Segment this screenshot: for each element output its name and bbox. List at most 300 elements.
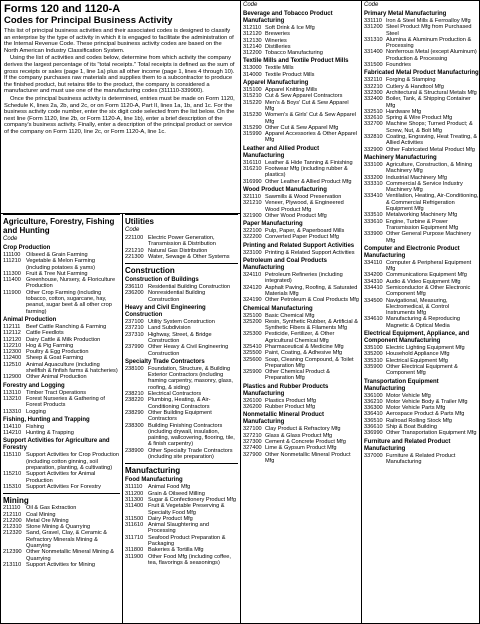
activity-description: Glass & Glass Product Mfg [265,432,333,439]
activity-code: 212200 [3,517,22,524]
activity-code: 331500 [364,62,383,69]
activity-description: Ventilation, Heating, Air-Conditioning, & Commercial Refrigeration Equipment Mfg [386,193,479,213]
activity-description: Coating, Engraving, Heat Treating, & Allied Activities [386,134,478,147]
activity-description: Resin, Synthetic Rubber, & Artificial & Synthetic Fibers & Filaments Mfg [265,318,358,332]
activity-code: 238290 [125,409,144,416]
activity-code: 321900 [243,212,262,219]
activity-code: 334410 [364,284,383,291]
activity-description: Land Subdivision [148,325,191,332]
activity-code: 211110 [3,505,21,512]
activity-description: Electrical Equipment Mfg [386,357,448,364]
activity-code: 114210 [3,430,22,437]
activity-code: 325500 [243,350,262,357]
activity-description: Men's & Boys' Cut & Sew Apparel Mfg [265,99,349,112]
activity-code: 325900 [243,369,262,376]
activity-description: Motor Vehicle Body & Trailer Mfg [386,398,468,405]
activity-description: Sawmills & Wood Preservation [265,193,342,200]
activity-code: 238900 [125,447,144,454]
code-row [364,231,479,244]
code-row [364,298,479,317]
activity-code: 115210 [3,471,22,478]
activity-description: Manufacturing & Reproducing Magnetic & Optical Media [386,316,461,329]
column-manufacturing-b [361,1,480,623]
code-row [3,452,120,471]
activity-description: Women's & Girls' Cut & Sew Apparel Mfg [265,112,356,125]
code-row [3,374,120,380]
code-row [364,316,479,329]
code-row [125,332,238,345]
activity-code: 213110 [3,561,22,568]
activity-description: Breweries [265,31,290,38]
activity-description: Highway, Street, & Bridge Construction [148,331,212,344]
activity-code: 311300 [125,496,144,503]
subsector-heading: Forestry and Logging [3,382,65,389]
activity-code: 335100 [364,345,383,352]
activity-code: 332300 [364,89,383,96]
activity-description: Audio & Video Equipment Mfg [386,278,461,285]
activity-description: Steel Product Mfg from Purchased Steel [386,24,472,37]
activity-code: 315210 [243,93,262,100]
activity-code: 237100 [125,319,144,326]
activity-code: 311500 [125,515,144,522]
form-title: Forms 120 and 1120-A [4,3,121,15]
activity-description: Beef Cattle Ranching & Farming [26,323,107,330]
activity-code: 111300 [3,270,21,277]
subsector-heading: Specialty Trade Contractors [125,358,205,365]
subsector-heading: Nonmetallic Mineral Product Manufacturing [243,412,325,426]
activity-description: Bakeries & Tortilla Mfg [148,547,204,554]
activity-description: Logging [26,408,46,415]
code-row [3,396,120,409]
activity-code: 325410 [243,343,262,350]
activity-description: Other Heavy & Civil Engineering Construction [148,344,229,357]
activity-description: Other Fabricated Metal Product Mfg [386,146,475,153]
activity-code: 221210 [125,247,144,254]
activity-description: Clay Product & Refractory Mfg [265,426,341,433]
activity-code: 331310 [364,36,383,43]
activity-description: Cut & Sew Apparel Contractors [265,93,343,100]
activity-code: 335200 [364,351,383,358]
activity-code: 315990 [243,131,262,138]
activity-code: 325300 [243,331,262,338]
activity-code: 332210 [364,83,383,90]
code-row [364,96,479,109]
activity-code: 316110 [243,159,262,166]
activity-description: Furniture & Related Product Manufacturing [386,452,456,465]
activity-description: Rubber Product Mfg [265,404,316,411]
activity-code: 112111 [3,323,21,330]
code-row [3,530,120,549]
code-row [125,423,238,448]
activity-code: 113110 [3,389,21,396]
activity-code: 212310 [3,524,22,531]
activity-code: 112510 [3,361,22,368]
activity-code: 237990 [125,344,144,351]
activity-description: Computer & Peripheral Equipment Mfg [386,259,472,273]
activity-description: Electric Power Generation, Transmission & Distribution [148,235,216,248]
activity-code: 334200 [364,272,383,279]
activity-description: Support Activities For Forestry [26,483,101,490]
code-row [243,112,359,125]
activity-description: Timber Tract Operations [26,389,87,396]
activity-code: 312130 [243,37,262,44]
subsector-heading: Textile Mills and Textile Product Mills [243,58,349,65]
activity-description: Soap, Cleaning Compound, & Toilet Preparation Mfg [265,356,354,369]
sector-title: Utilities [125,214,238,226]
activity-code: 315100 [243,87,262,94]
activity-description: Lime & Gypsum Product Mfg [265,445,337,452]
activity-code: 111900 [3,289,21,296]
code-row [125,535,238,548]
activity-description: Fruit & Vegetable Preserving & Specialty Food Mfg [148,503,225,516]
code-row [125,554,238,567]
activity-description: Soft Drink & Ice Mfg [265,25,315,31]
activity-description: Natural Gas Distribution [148,247,208,254]
subsector-heading: Animal Production [3,316,57,323]
activity-code: 333510 [364,212,383,219]
activity-description: Railroad Rolling Stock Mfg [386,417,452,424]
activity-code: 316990 [243,178,262,185]
subsector-heading: Petroleum and Coal Products Manufacturing [243,258,328,272]
activity-code: 334610 [364,316,383,323]
activity-description: Cattle Feedlots [26,330,64,337]
activity-description: Pesticide, Fertilizer, & Other Agricultural Chemical Mfg [265,331,335,344]
code-row [3,362,120,375]
subsector-heading: Machinery Manufacturing [364,154,437,161]
activity-description: Vegetable & Melon Farming (including potatoes & yams) [26,258,96,271]
activity-code: 236110 [125,284,144,291]
activity-code: 115310 [3,483,22,490]
subsector-heading: Food Manufacturing [125,477,183,484]
activity-description: Animal Food Mfg [148,484,191,491]
activity-description: Plumbing, Heating, & Air-Conditioning Contractors [148,397,211,410]
activity-code: 333610 [364,218,383,225]
activity-description: Coal Mining [26,511,56,518]
activity-description: Forest Nurseries & Gathering of Forest Products [26,395,105,409]
code-row [243,200,359,213]
activity-description: Other Nonmetallic Mineral Product Mfg [265,451,351,464]
code-row [3,277,120,290]
column-utilities-construction [122,213,240,623]
activity-description: Other Leather & Allied Product Mfg [265,178,352,185]
activity-description: Other Nonmetallic Mineral Mining & Quarrying [26,549,114,562]
activity-code: 336510 [364,417,383,424]
activity-description: Cement & Concrete Product Mfg [265,438,346,445]
activity-description: Poultry & Egg Production [26,349,89,356]
code-row [243,50,359,56]
activity-description: Utility System Construction [148,319,215,326]
activity-code: 115110 [3,452,21,459]
activity-code: 336610 [364,424,383,431]
activity-description: Other Cut & Sew Apparel Mfg [265,124,339,131]
activity-description: Forging & Stamping [386,77,436,84]
activity-code: 236200 [125,290,144,297]
intro-paragraph: Using the list of activities and codes below, determine from which activity the company derives the largest percentage of its "total receipts." Total receipts is defined as the sum of gross receipts or sales (page 1, line 1a) plus all other income (page 1, lines 4 through 10). If the company purchases raw materials and supplies them to a subcontractor to produce the finished product, but retains title to the product, the company is considered a manufacturer and must use one of the manufacturing codes (311110-339900). [4,55,235,95]
activity-code: 332810 [364,134,383,141]
activity-code: 334310 [364,278,383,285]
activity-description: Engine, Turbine & Power Transmission Equipment Mfg [386,218,459,231]
activity-code: 333200 [364,174,383,181]
code-row [125,397,238,410]
activity-description: Support Activities for Crop Production (including cotton ginning, soil preparation, planting, & cultivating) [26,452,119,472]
activity-description: Electrical Contractors [148,391,202,398]
activity-description: Support Activities for Animal Production [26,471,96,484]
sector-title: Mining [3,493,120,505]
subsector-heading: Apparel Manufacturing [243,80,309,87]
activity-description: Foundries [386,62,411,69]
activity-code: 336300 [364,405,383,412]
activity-code: 311610 [125,522,144,529]
activity-code: 314000 [243,71,262,78]
code-row [243,285,359,298]
activity-description: Hardware Mfg [386,108,422,115]
activity-code: 336210 [364,398,383,405]
activity-description: Distilleries [265,43,291,50]
activity-code: 334110 [364,259,383,266]
code-row [364,364,479,377]
code-column-heading: Code [125,227,140,233]
sector-title: Manufacturing [125,463,238,475]
activity-description: Fishing [26,423,45,430]
activity-code: 111100 [3,252,21,258]
activity-code: 336100 [364,392,383,399]
code-row [364,147,479,153]
code-row [243,72,359,78]
code-row [364,285,479,298]
code-row [364,181,479,194]
activity-code: 322100 [243,228,262,235]
activity-code: 221300 [125,253,144,260]
activity-description: Wineries [265,37,287,44]
activity-description: Greenhouse, Nursery, & Floriculture Production [26,277,116,290]
activity-code: 312110 [243,25,262,31]
activity-code: 315220 [243,99,262,106]
activity-code: 112210 [3,342,22,349]
activity-code: 333410 [364,193,383,200]
subsector-heading: Support Activities for Agriculture and Forestry [3,438,110,452]
activity-code: 324110 [243,272,262,279]
activity-description: Basic Chemical Mfg [265,312,315,319]
activity-code: 332700 [364,121,383,128]
code-row [243,250,359,256]
code-row [125,290,238,303]
column-agriculture [1,213,122,623]
activity-code: 316210 [243,166,262,173]
subsector-heading: Leather and Allied Product Manufacturing [243,145,320,159]
activity-description: Sheep & Goat Farming [26,355,84,362]
activity-description: Dairy Cattle & Milk Production [26,336,101,343]
activity-description: Cutlery & Handtool Mfg [386,83,444,90]
activity-code: 325100 [243,312,262,319]
code-row [364,453,479,466]
activity-code: 325200 [243,318,262,325]
activity-code: 335900 [364,363,383,370]
code-row [3,484,120,490]
activity-code: 322200 [243,234,262,241]
activity-description: Boiler, Tank, & Shipping Container Mfg [386,96,471,109]
activity-description: Support Activities for Mining [26,561,96,568]
activity-description: Apparel Accessories & Other Apparel Mfg [265,131,358,144]
code-row [243,331,359,344]
activity-description: Commercial & Service Industry Machinery Mfg [386,180,463,194]
code-row [364,49,479,62]
activity-code: 312120 [243,31,262,38]
subsector-heading: Furniture and Related Product Manufacturing [364,438,451,452]
code-row [243,357,359,370]
subsector-heading: Printing and Related Support Activities [243,242,355,249]
code-row [125,235,238,248]
activity-code: 327300 [243,438,262,445]
activity-code: 336410 [364,411,383,418]
activity-description: Paint, Coating, & Adhesive Mfg [265,350,343,357]
code-row [364,162,479,175]
activity-code: 324190 [243,297,262,304]
activity-description: Industrial Machinery Mfg [386,174,447,181]
subsector-heading: Plastics and Rubber Products Manufacturing [243,383,329,397]
activity-description: Printing & Related Support Activities [265,249,355,256]
activity-description: Architectural & Structural Metals Mfg [386,89,477,96]
activity-description: Converted Paper Product Mfg [265,234,339,241]
activity-code: 315230 [243,112,262,119]
activity-code: 327210 [243,432,262,439]
activity-code: 326100 [243,397,262,404]
code-row [3,409,120,415]
activity-code: 327100 [243,426,262,433]
activity-code: 311710 [125,534,144,541]
code-row [364,62,479,68]
activity-description: Building Finishing Contractors (including drywall, insulation, painting, wallcovering, flooring, tile, & finish carpentry) [148,422,235,448]
activity-code: 311800 [125,547,144,554]
code-row [125,366,238,391]
activity-code: 311200 [125,490,144,497]
activity-description: Metal Ore Mining [26,517,69,524]
activity-code: 321110 [243,193,261,200]
subsector-heading: Beverage and Tobacco Product Manufacturing [243,11,333,24]
activity-description: Other Petroleum & Coal Products Mfg [265,297,359,304]
activity-code: 311900 [125,553,144,560]
activity-code: 326200 [243,404,262,411]
activity-description: Other General Purpose Machinery Mfg [386,231,472,244]
code-row [125,254,238,260]
subsector-heading: Paper Manufacturing [243,221,303,228]
code-row [125,503,238,516]
activity-code: 331400 [364,49,383,56]
code-row [3,562,120,568]
activity-description: Nonresidential Building Construction [148,290,206,303]
activity-description: Navigational, Measuring, Electromedical, & Control Instruments Mfg [386,297,450,317]
activity-description: Residential Building Construction [148,284,231,291]
activity-code: 112400 [3,355,22,362]
code-row [125,522,238,535]
activity-description: Other Chemical Product & Preparation Mfg [265,369,330,382]
activity-code: 237210 [125,325,144,332]
activity-description: Fruit & Tree Nut Farming [26,270,88,277]
activity-code: 113210 [3,395,22,402]
activity-description: Seafood Product Preparation & Packaging [148,534,226,547]
code-row [243,319,359,332]
activity-code: 212320 [3,530,22,537]
activity-code: 334500 [364,297,383,304]
activity-description: Stone Mining & Quarrying [26,524,91,531]
code-row [125,344,238,357]
activity-code: 238300 [125,422,144,429]
form-subtitle: Codes for Principal Business Activity [4,15,173,26]
subsector-heading: Heavy and Civil Engineering Construction [125,305,206,319]
activity-code: 114110 [3,423,21,430]
code-row [3,258,120,271]
code-row [364,219,479,232]
activity-description: Pulp, Paper, & Paperboard Mills [265,228,345,235]
activity-description: Other Wood Product Mfg [265,212,327,219]
activity-description: Communications Equipment Mfg [386,272,467,279]
activity-code: 112120 [3,336,22,343]
activity-code: 335310 [364,357,383,364]
activity-code: 237310 [125,331,144,338]
code-column-heading: Code [3,236,18,242]
subsector-heading: Wood Product Manufacturing [243,186,327,193]
activity-code: 112300 [3,349,22,356]
activity-description: Motor Vehicle Parts Mfg [386,405,446,412]
subsector-heading: Fabricated Metal Product Manufacturing [364,70,479,77]
activity-code: 312200 [243,50,262,57]
activity-description: Other Animal Production [26,374,87,381]
activity-code: 212390 [3,549,22,556]
code-row [243,369,359,382]
activity-code: 332900 [364,146,383,153]
activity-description: Tobacco Manufacturing [265,50,323,57]
code-row [243,213,359,219]
activity-description: Dairy Product Mfg [148,515,193,522]
activity-description: Other Specialty Trade Contractors (including site preparation) [148,447,233,461]
intro-paragraph: This list of principal business activities and their associated codes is designed to classify an enterprise by the type of activity in which it is engaged to facilitate the administration of the Internal Revenue Code. These principal business activity codes are based on the North American Industry Classification System. [4,28,234,54]
activity-description: Textile Product Mills [265,71,315,78]
activity-code: 332610 [364,115,383,122]
activity-description: Sand, Gravel, Clay, & Ceramic & Refractory Minerals Mining & Quarrying [26,530,108,549]
activity-description: Other Building Equipment Contractors [148,409,212,423]
subsector-heading: Construction of Buildings [125,277,199,284]
activity-code: 324120 [243,284,262,291]
code-row [243,272,359,285]
activity-description: Animal Aquaculture (including shellfish & finfish farms & hatcheries) [26,361,118,375]
activity-code: 112900 [3,374,22,381]
activity-description: Water, Sewage & Other Systems [148,253,230,260]
activity-description: Iron & Steel Mills & Ferroalloy Mfg [386,18,471,24]
subsector-heading: Crop Production [3,245,51,251]
activity-code: 111400 [3,277,21,284]
activity-code: 336990 [364,430,383,437]
activity-description: Motor Vehicle Mfg [386,392,431,399]
activity-description: Other Crop Farming (including tobacco, cotton, sugarcane, hay, peanut, sugar beet & all other crop farming) [26,289,112,315]
activity-description: Pharmaceutical & Medicine Mfg [265,343,344,350]
activity-code: 312140 [243,43,262,50]
activity-code: 327900 [243,451,262,458]
activity-code: 315290 [243,124,262,131]
activity-description: Plastics Product Mfg [265,397,316,404]
activity-code: 331200 [364,24,383,31]
activity-description: Oil & Gas Extraction [26,505,77,512]
activity-code: 238100 [125,365,144,372]
activity-code: 311400 [125,503,144,510]
subsector-heading: Transportation Equipment Manufacturing [364,378,439,392]
activity-description: Leather & Hide Tanning & Finishing [265,159,353,166]
activity-description: Agriculture, Construction, & Mining Machinery Mfg [386,161,473,175]
activity-description: Other Electrical Equipment & Component Mfg [386,363,458,377]
activity-description: Textile Mills [265,65,294,72]
activity-code: 238220 [125,397,144,404]
activity-code: 111210 [3,258,21,265]
activity-description: Machine Shops; Turned Product; & Screw, Nut, & Bolt Mfg [386,121,473,134]
activity-code: 332110 [364,77,383,84]
